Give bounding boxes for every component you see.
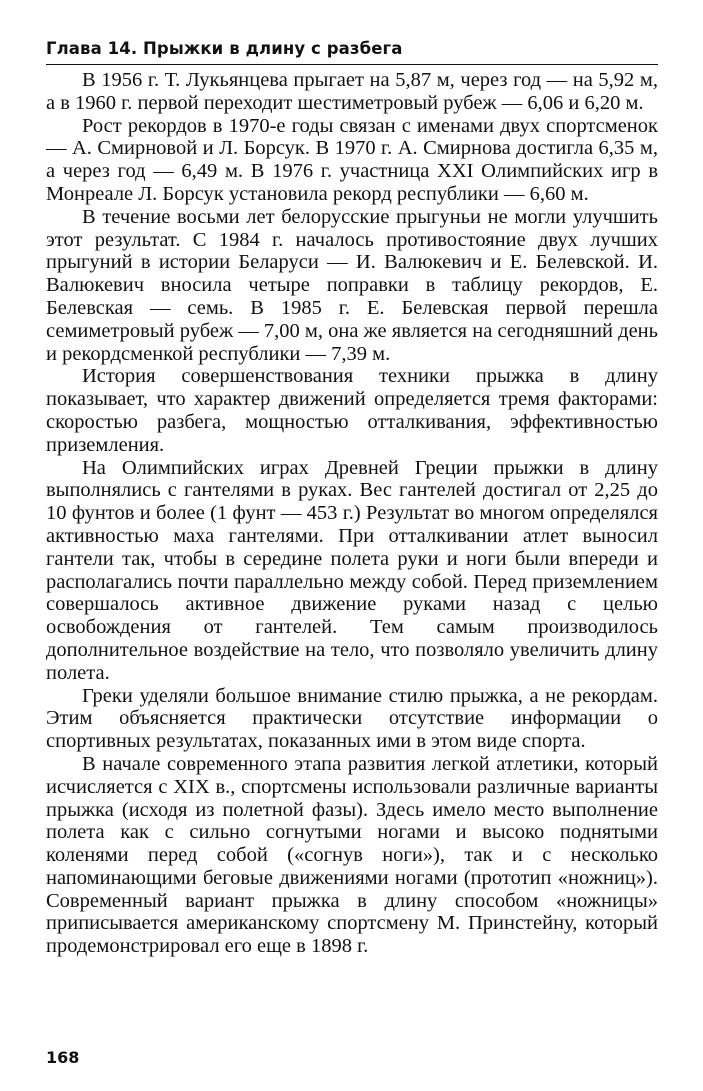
paragraph-4: История совершенствования техники прыжка в длину показывает, что характер движений определяется тремя факторами: скоростью разбега, мощностью отталкивания, эффективностью приземления.	[46, 365, 658, 456]
page-number: 168	[46, 1048, 80, 1067]
paragraph-6: Греки уделяли большое внимание стилю прыжка, а не рекордам. Этим объясняется практически отсутствие информации о спортивных результатах, показанных ими в этом виде спорта.	[46, 684, 658, 753]
running-head: Глава 14. Прыжки в длину с разбега	[46, 39, 403, 58]
paragraph-5: На Олимпийских играх Древней Греции прыжки в длину выполнялись с гантелями в руках. Вес гантелей достигал от 2,25 до 10 фунтов и более (1 фунт — 453 г.) Результат во многом определялся активностью маха гантелями. При отталкивании атлет выносил гантели так, чтобы в середине полета руки и ноги были впереди и располагались почти параллельно между собой. Перед приземлением совершалось активное движение руками назад с целью освобождения от гантелей. Тем самым производилось дополнительное воздействие на тело, что позволяло увеличить длину полета.	[46, 456, 658, 684]
body-text	[46, 69, 658, 958]
paragraph-3: В течение восьми лет белорусские прыгуньи не могли улучшить этот результат. С 1984 г. началось противостояние двух лучших прыгуний в истории Беларуси — И. Валюкевич и Е. Белевской. И. Валюкевич вносила четыре поправки в таблицу рекордов, Е. Белевская — семь. В 1985 г. Е. Белевская первой перешла семиметровый рубеж — 7,00 м, она же является на сегодняшний день и рекордсменкой республики — 7,39 м.	[46, 205, 658, 365]
paragraph-2: Рост рекордов в 1970-е годы связан с именами двух спортсменок — А. Смирновой и Л. Борсук. В 1970 г. А. Смирнова достигла 6,35 м, а через год — 6,49 м. В 1976 г. участница XXI Олимпийских игр в Монреале Л. Борсук установила рекорд республики — 6,60 м.	[46, 114, 658, 205]
paragraph-7: В начале современного этапа развития легкой атлетики, который исчисляется с XIX в., спортсмены использовали различные варианты прыжка (исходя из полетной фазы). Здесь имело место выполнение полета как с сильно согнутыми ногами и высоко поднятыми коленями перед собой («согнув ноги»), так и с несколько напоминающими беговые движениями ногами (прототип «ножниц»). Современный вариант прыжка в длину способом «ножницы» приписывается американскому спортсмену М. Принстейну, который продемонстрировал его еще в 1898 г.	[46, 752, 658, 958]
paragraph-1: В 1956 г. Т. Лукьянцева прыгает на 5,87 м, через год — на 5,92 м, а в 1960 г. первой переходит шестиметровый рубеж — 6,06 и 6,20 м.	[46, 69, 658, 114]
header-rule	[46, 64, 658, 65]
